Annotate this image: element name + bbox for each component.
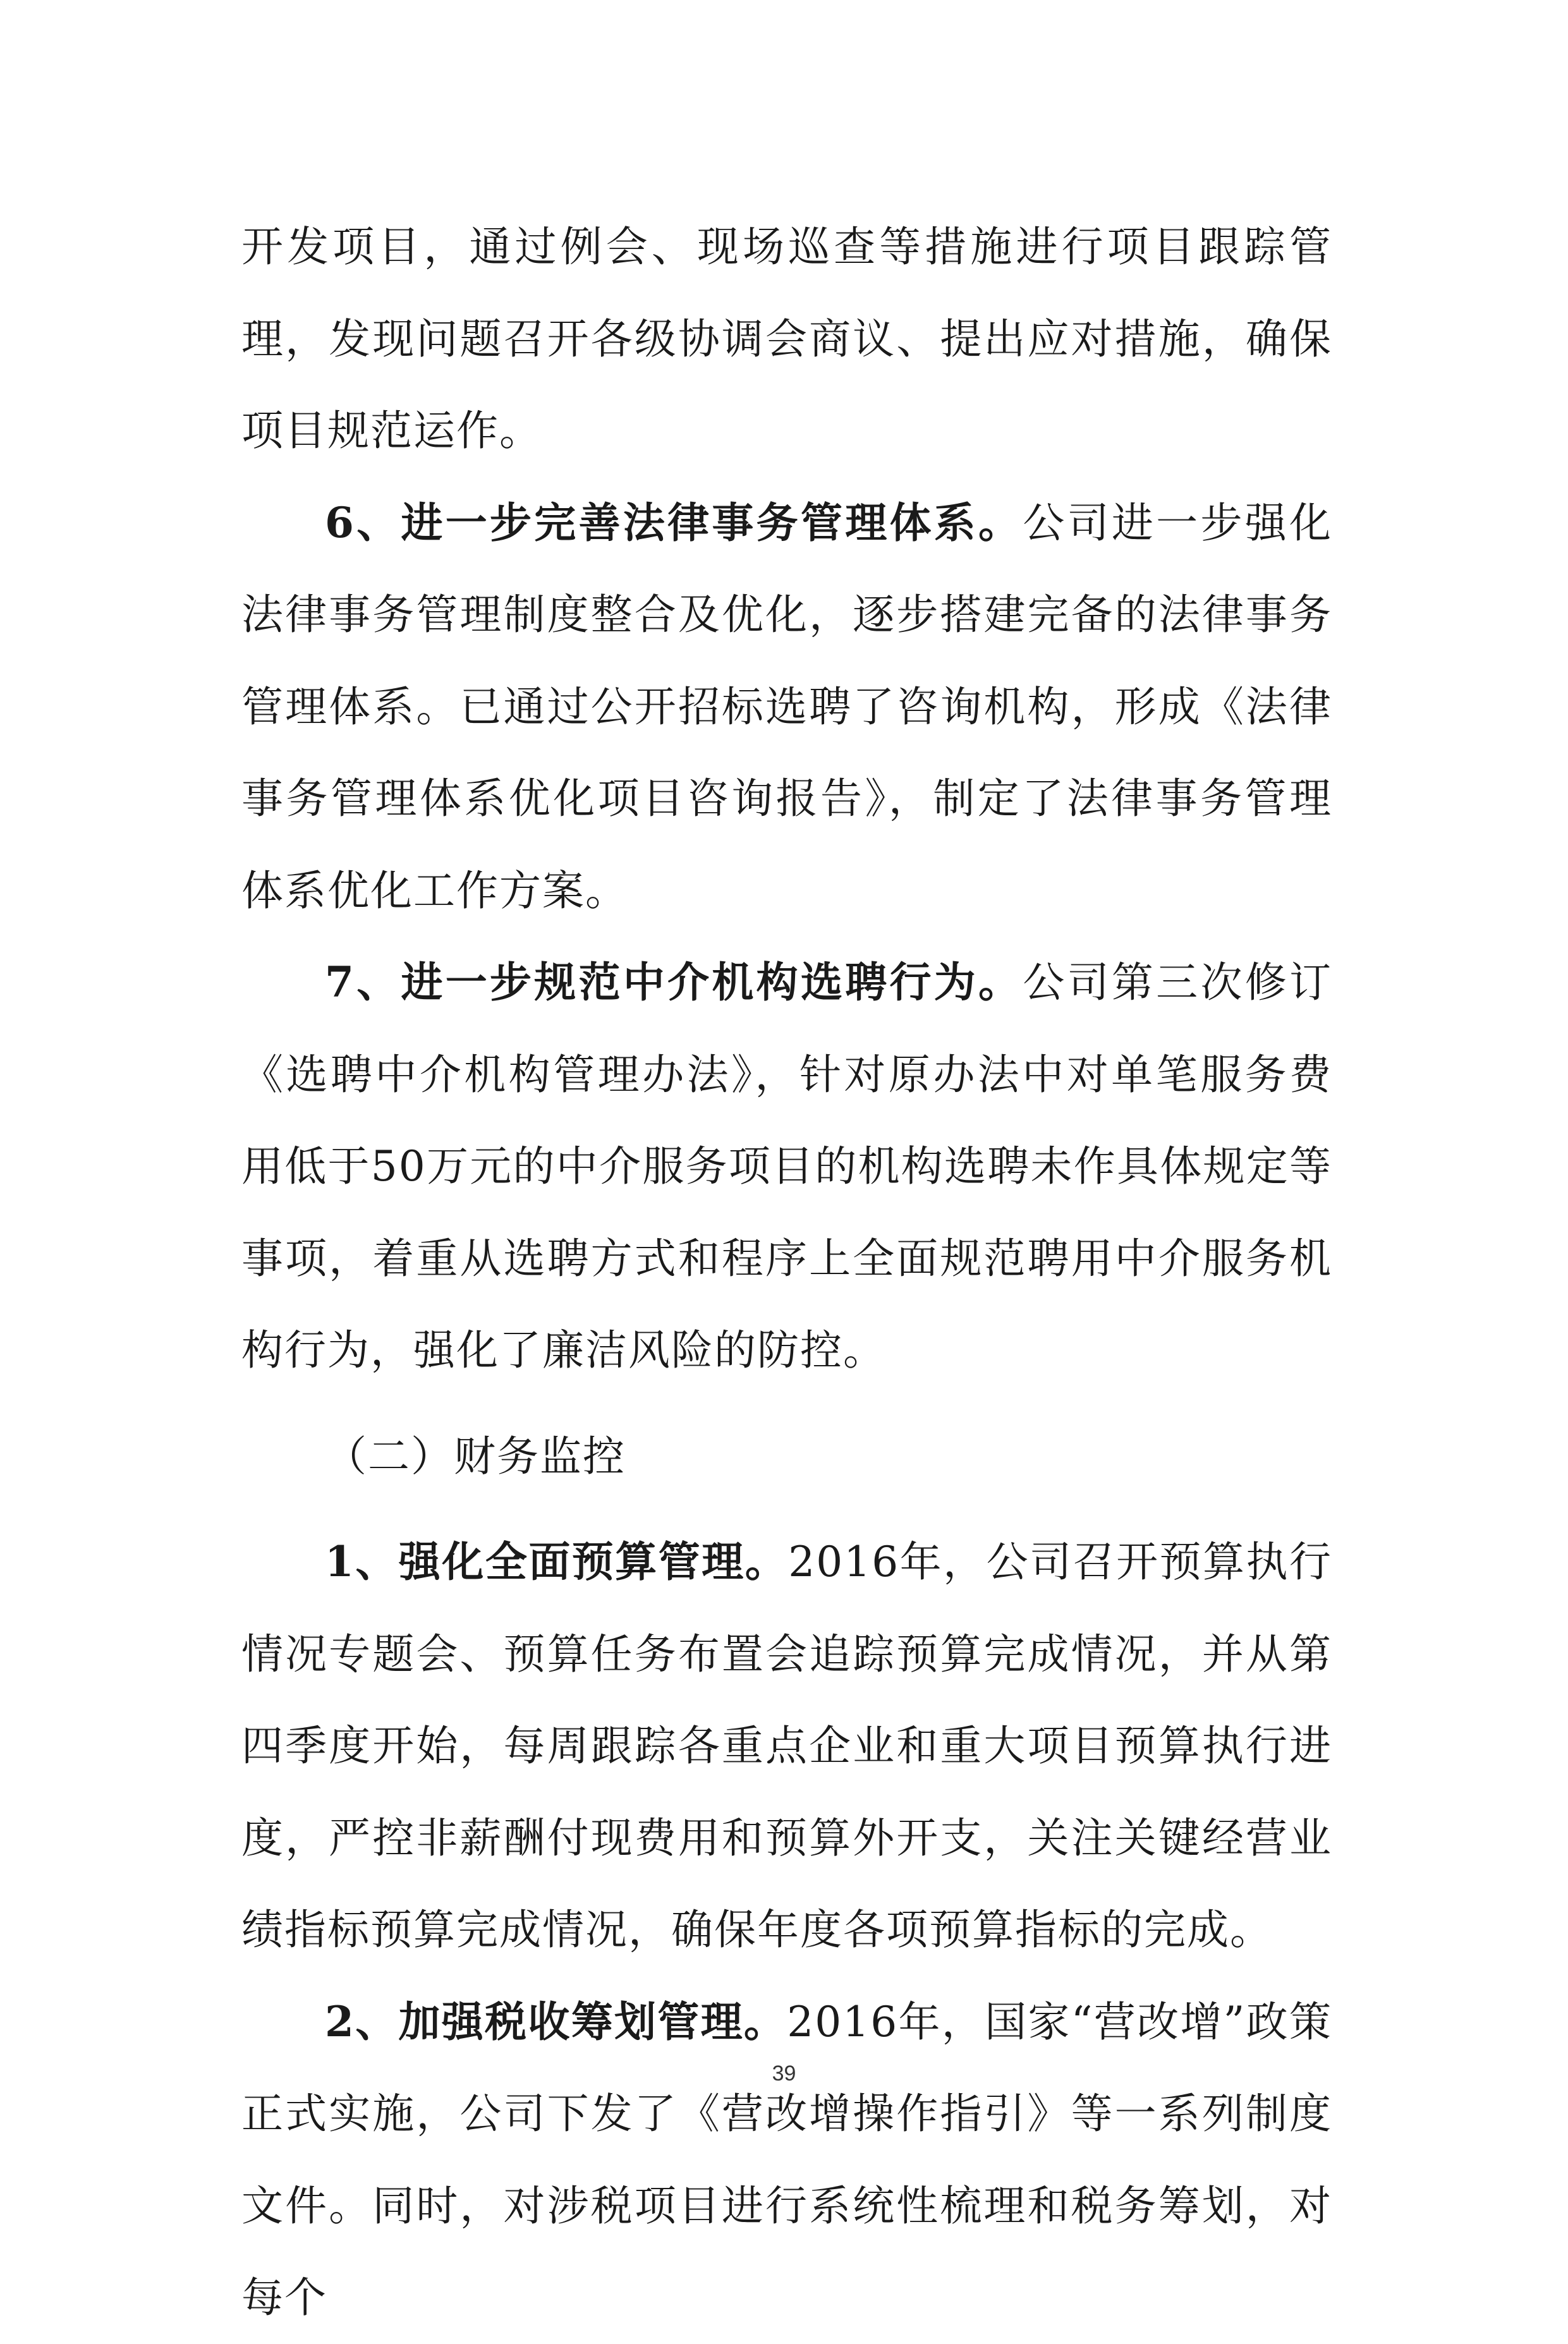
paragraph-lead: 7、进一步规范中介机构选聘行为。 (325, 957, 1023, 1007)
paragraph-continuation (241, 201, 1332, 477)
paragraph-tax-planning (241, 1976, 1332, 2344)
body-text (241, 201, 1332, 2344)
paragraph-text: 公司第三次修订《选聘中介机构管理办法》，针对原办法中对单笔服务费用低于50万元的中介服务项目的机构选聘未作具体规定等事项，着重从选聘方式和程序上全面规范聘用中介服务机构行为，强化了廉洁风险的防控。 (241, 958, 1332, 1375)
page-number: 39 (772, 2062, 796, 2086)
paragraph-text: 2016年，公司召开预算执行情况专题会、预算任务布置会追踪预算完成情况，并从第四季度开始，每周跟踪各重点企业和重大项目预算执行进度，严控非薪酬付现费用和预算外开支，关注关键经营业绩指标预算完成情况，确保年度各项预算指标的完成。 (241, 1538, 1332, 1954)
paragraph-intermediary-selection (241, 937, 1332, 1397)
paragraph-text: 公司进一步强化法律事务管理制度整合及优化，逐步搭建完备的法律事务管理体系。已通过公开招标选聘了咨询机构，形成《法律事务管理体系优化项目咨询报告》，制定了法律事务管理体系优化工作方案。 (241, 498, 1332, 915)
paragraph-lead: 2、加强税收筹划管理。 (325, 1996, 787, 2046)
paragraph-budget-management (241, 1516, 1332, 1976)
paragraph-lead: 1、强化全面预算管理。 (325, 1537, 789, 1586)
section-heading: （二）财务监控 (325, 1431, 626, 1481)
paragraph-text: 2016年，国家“营改增”政策正式实施，公司下发了《营改增操作指引》等一系列制度文件。同时，对涉税项目进行系统性梳理和税务筹划，对每个 (241, 1997, 1332, 2322)
paragraph-text: 开发项目，通过例会、现场巡查等措施进行项目跟踪管理，发现问题召开各级协调会商议、提出应对措施，确保项目规范运作。 (241, 222, 1332, 455)
paragraph-legal-affairs (241, 477, 1332, 937)
paragraph-lead: 6、进一步完善法律事务管理体系。 (325, 497, 1023, 547)
